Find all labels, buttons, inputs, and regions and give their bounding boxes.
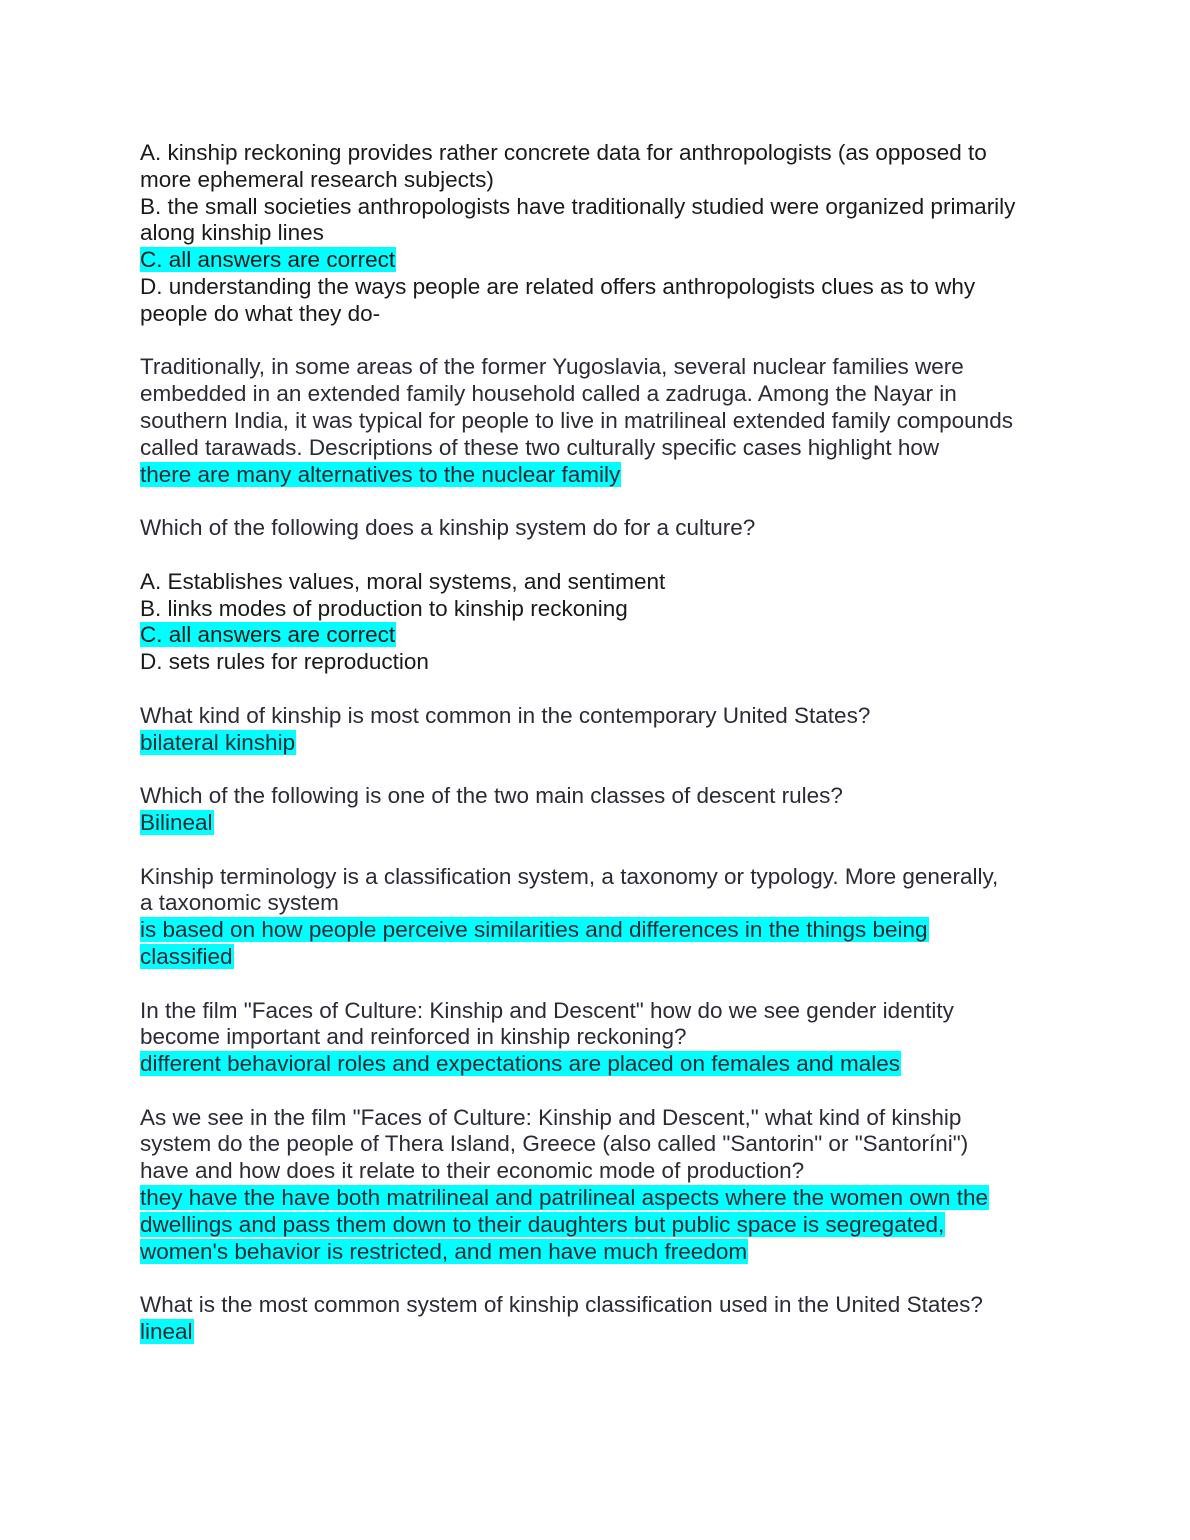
question-line: Kinship terminology is a classification system, a taxonomy or typology. More generally, [140,863,999,889]
question-block-1 [140,140,1060,328]
question-block-3 [140,515,1060,676]
question-line: southern India, it was typical for people to live in matrilineal extended family compounds [140,407,1013,433]
question-block-4 [140,703,1060,757]
answer-line [140,917,1060,944]
highlighted-answer: bilateral kinship [140,729,296,755]
answer-line [140,622,1060,649]
highlighted-answer: women's behavior is restricted, and men have much freedom [140,1238,748,1264]
question-line: called tarawads. Descriptions of these two culturally specific cases highlight how [140,434,940,460]
question-line: Traditionally, in some areas of the former Yugoslavia, several nuclear families were [140,354,964,380]
answer-line [140,810,1060,837]
document-body [140,140,1060,1346]
spacer [140,1078,1060,1105]
question-line: embedded in an extended family household called a zadruga. Among the Nayar in [140,381,957,407]
highlighted-answer: there are many alternatives to the nuclear family [140,461,621,487]
answer-line [140,1051,1060,1078]
answer-line [140,730,1060,757]
option-line: A. kinship reckoning provides rather concrete data for anthropologists (as opposed to [140,140,987,165]
answer-line [140,1319,1060,1346]
option-line: along kinship lines [140,220,324,246]
question-line: Which of the following is one of the two main classes of descent rules? [140,783,843,809]
spacer [140,1265,1060,1292]
spacer [140,328,1060,355]
spacer [140,676,1060,703]
option-line: B. links modes of production to kinship reckoning [140,595,628,621]
spacer [140,756,1060,783]
option-line: D. sets rules for reproduction [140,649,429,675]
answer-line [140,462,1060,489]
question-line: a taxonomic system [140,890,339,916]
highlighted-answer: Bilineal [140,809,213,835]
question-line: As we see in the film "Faces of Culture: Kinship and Descent," what kind of kinship [140,1104,962,1130]
option-line: B. the small societies anthropologists have traditionally studied were organized primarily [140,193,1016,219]
question-line: have and how does it relate to their economic mode of production? [140,1158,805,1184]
question-block-6 [140,864,1060,971]
question-line: What is the most common system of kinship classification used in the United States? [140,1292,983,1318]
spacer [140,837,1060,864]
option-line: more ephemeral research subjects) [140,166,494,192]
highlighted-answer: is based on how people perceive similarities and differences in the things being [140,917,928,943]
answer-line [140,1239,1060,1266]
question-block-7 [140,998,1060,1078]
option-line: D. understanding the ways people are related offers anthropologists clues as to why [140,273,976,299]
question-line: What kind of kinship is most common in the contemporary United States? [140,702,871,728]
question-block-9 [140,1292,1060,1346]
option-line: A. Establishes values, moral systems, and sentiment [140,568,666,594]
spacer [140,488,1060,515]
answer-line [140,247,1060,274]
answer-line [140,944,1060,971]
highlighted-answer: different behavioral roles and expectations are placed on females and males [140,1051,901,1077]
question-line: In the film "Faces of Culture: Kinship and Descent" how do we see gender identity [140,997,954,1023]
question-block-8 [140,1105,1060,1266]
answer-line [140,1185,1060,1212]
question-line: Which of the following does a kinship system do for a culture? [140,515,756,541]
highlighted-answer: classified [140,943,233,969]
question-block-5 [140,783,1060,837]
highlighted-answer: they have the have both matrilineal and patrilineal aspects where the women own the [140,1185,989,1211]
spacer [140,542,1060,569]
highlighted-answer: lineal [140,1319,193,1345]
option-line: people do what they do- [140,300,381,326]
spacer [140,971,1060,998]
question-block-2 [140,354,1060,488]
highlighted-answer: dwellings and pass them down to their daughters but public space is segregated, [140,1211,945,1237]
highlighted-answer: C. all answers are correct [140,247,396,273]
question-line: system do the people of Thera Island, Greece (also called "Santorin" or "Santoríni") [140,1131,969,1157]
question-line: become important and reinforced in kinship reckoning? [140,1024,687,1050]
answer-line [140,1212,1060,1239]
highlighted-answer: C. all answers are correct [140,622,396,648]
